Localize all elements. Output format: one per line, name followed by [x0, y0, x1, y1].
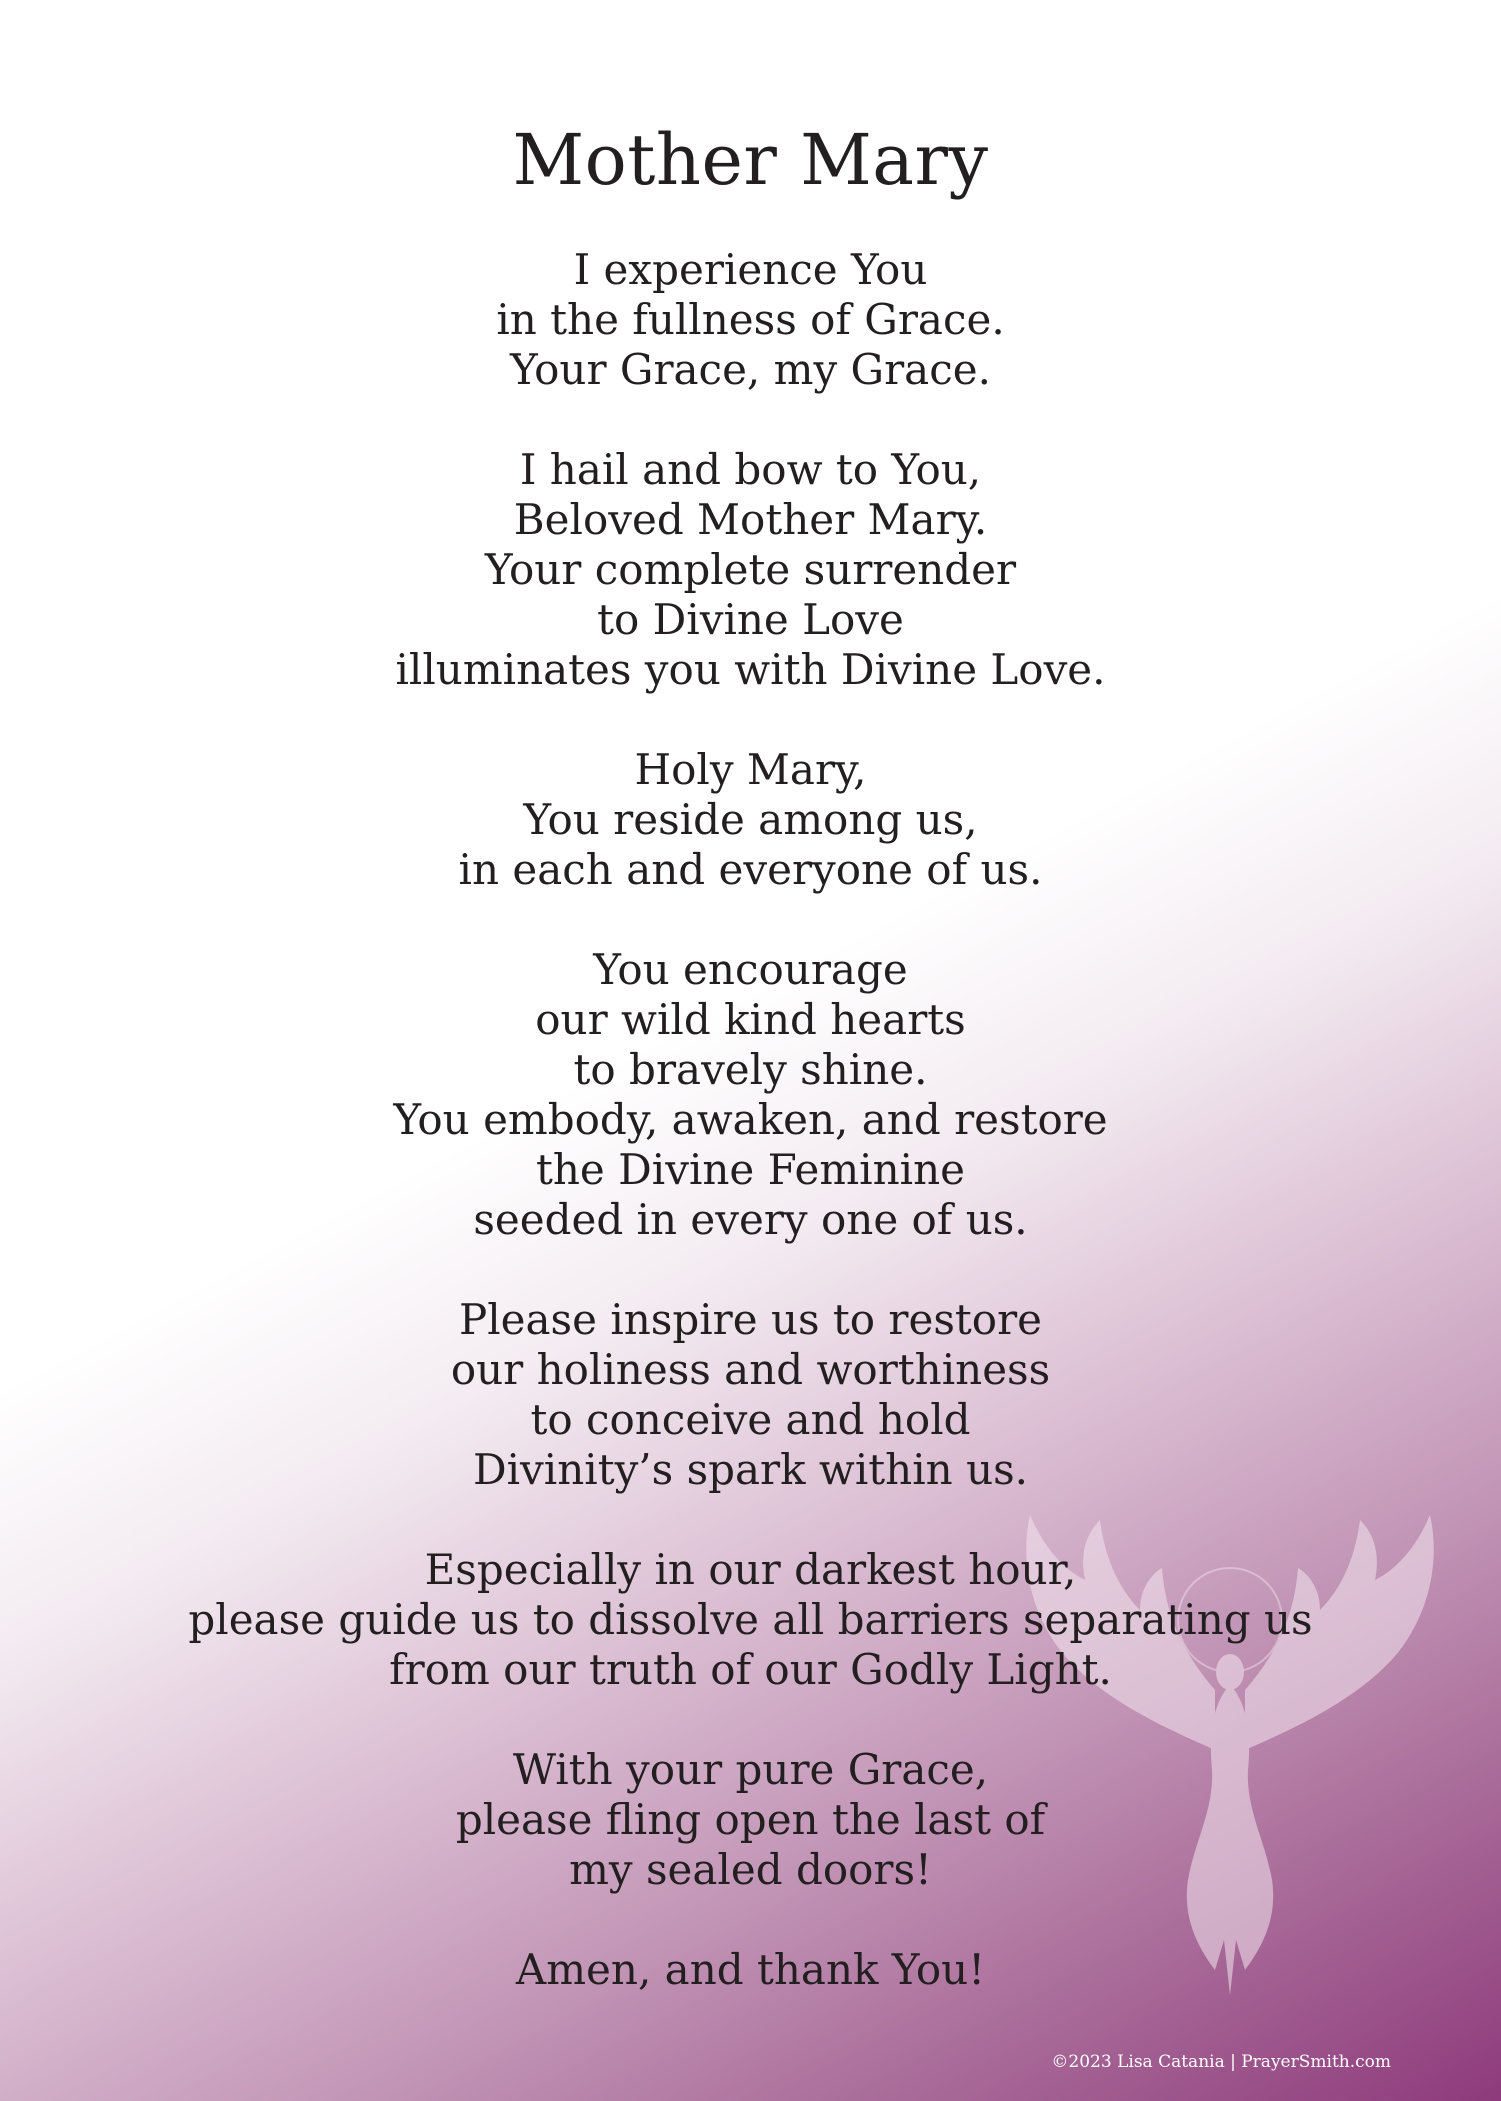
- poem-line: You embody, awaken, and restore: [393, 1095, 1108, 1144]
- poem-line: Divinity’s spark within us.: [472, 1445, 1029, 1494]
- poem-line: Please inspire us to restore: [458, 1295, 1043, 1344]
- poem-line: in the fullness of Grace.: [496, 295, 1005, 344]
- stanza: [0, 1545, 1501, 1695]
- poem-line: Holy Mary,: [634, 745, 867, 794]
- poem-line: our wild kind hearts: [535, 995, 966, 1044]
- poem-line: Your Grace, my Grace.: [510, 345, 991, 394]
- poem-line: I hail and bow to You,: [519, 445, 982, 494]
- stanza: [0, 245, 1501, 395]
- poem-line: our holiness and worthiness: [450, 1345, 1051, 1394]
- poem: [0, 245, 1501, 2045]
- stanza: [0, 445, 1501, 695]
- poem-line: to bravely shine.: [573, 1045, 928, 1094]
- stanza: [0, 945, 1501, 1245]
- poem-line: Your complete surrender: [484, 545, 1017, 594]
- poem-line: Amen, and thank You!: [515, 1945, 986, 1994]
- copyright-footer: ©2023 Lisa Catania | PrayerSmith.com: [1051, 2052, 1391, 2072]
- poem-line: illuminates you with Divine Love.: [395, 645, 1106, 694]
- poem-line: With your pure Grace,: [512, 1745, 989, 1794]
- poem-line: You encourage: [593, 945, 908, 994]
- poem-line: I experience You: [573, 245, 928, 294]
- stanza: [0, 1745, 1501, 1895]
- poem-line: the Divine Feminine: [535, 1145, 965, 1194]
- stanza: [0, 745, 1501, 895]
- poem-line: Especially in our darkest hour,: [424, 1545, 1077, 1594]
- poem-line: my sealed doors!: [569, 1845, 932, 1894]
- page-title: Mother Mary: [512, 119, 989, 201]
- poem-line: please fling open the last of: [455, 1795, 1046, 1844]
- poem-line: to conceive and hold: [530, 1395, 971, 1444]
- poem-line: from our truth of our Godly Light.: [389, 1645, 1112, 1694]
- poem-line: to Divine Love: [597, 595, 904, 644]
- stanza: [0, 1295, 1501, 1495]
- poem-line: in each and everyone of us.: [458, 845, 1043, 894]
- poem-line: Beloved Mother Mary.: [513, 495, 988, 544]
- poem-line: You reside among us,: [523, 795, 978, 844]
- poem-line: please guide us to dissolve all barriers separating us: [188, 1595, 1313, 1644]
- stanza: [0, 1945, 1501, 1995]
- poem-line: seeded in every one of us.: [473, 1195, 1028, 1244]
